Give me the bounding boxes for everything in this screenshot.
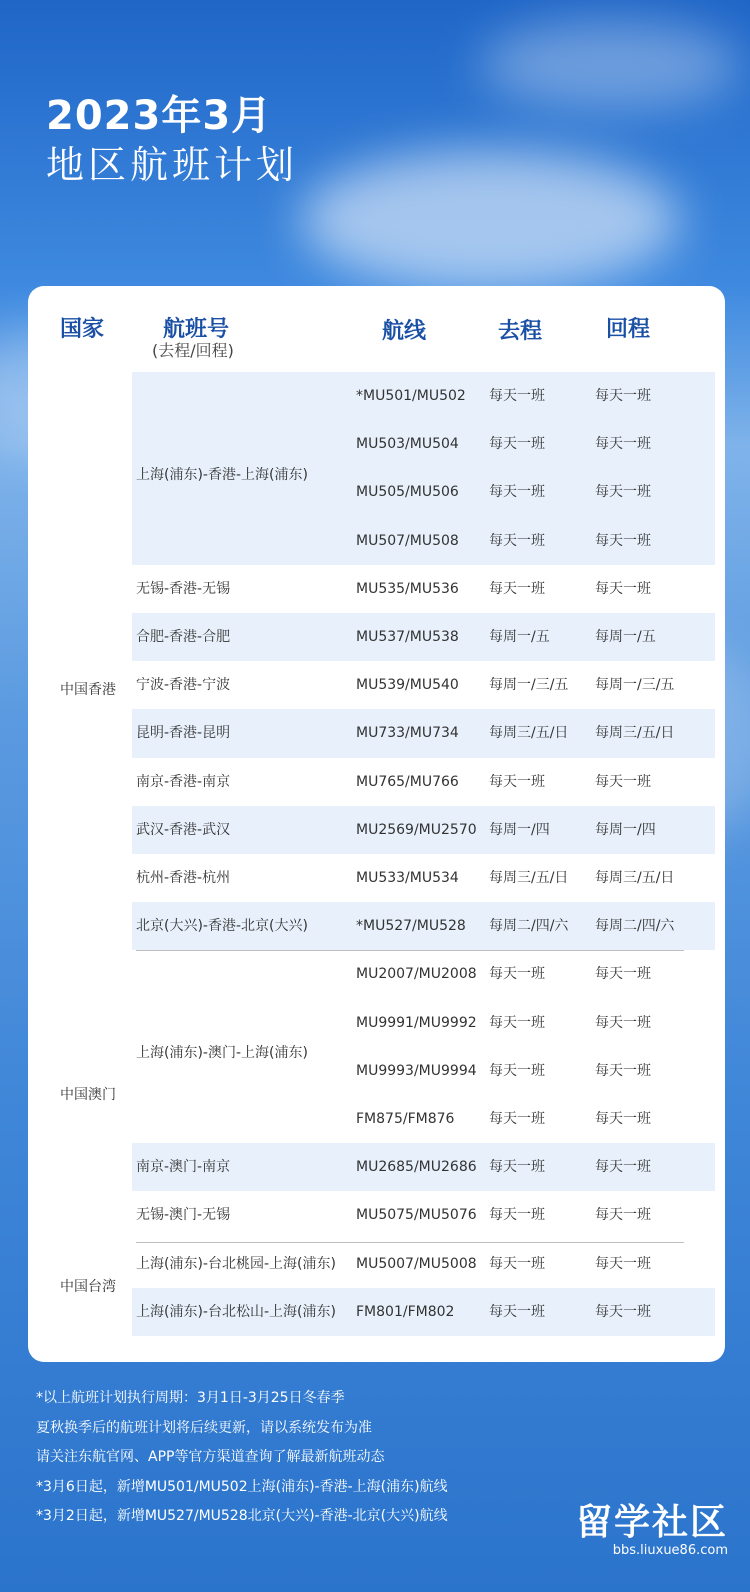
title-subtitle: 地区航班计划 xyxy=(46,143,299,187)
outbound-frequency: 每天一班 xyxy=(489,1159,545,1176)
flight-number: MU5007/MU5008 xyxy=(356,1255,477,1272)
header-flight: 航班号 xyxy=(163,317,230,342)
outbound-frequency: 每周一/四 xyxy=(489,821,550,838)
outbound-frequency: 每天一班 xyxy=(489,1303,545,1320)
route-name: 合肥-香港-合肥 xyxy=(136,629,231,645)
title-year-month: 2023年3月 xyxy=(46,93,273,139)
flight-number: MU9993/MU9994 xyxy=(356,1062,477,1079)
flight-schedule-card xyxy=(28,286,725,1362)
outbound-frequency: 每天一班 xyxy=(489,1111,545,1127)
footnote: 夏秋换季后的航班计划将后续更新，请以系统发布为准 xyxy=(36,1419,372,1436)
flight-number: MU733/MU734 xyxy=(356,725,459,742)
return-frequency: 每天一班 xyxy=(595,388,651,404)
page-title xyxy=(46,92,298,190)
outbound-frequency: 每天一班 xyxy=(489,580,545,597)
outbound-frequency: 每天一班 xyxy=(489,966,545,983)
flight-number: MU765/MU766 xyxy=(356,773,459,790)
route-shanghai-hongkong: 上海(浦东)-香港-上海(浦东) xyxy=(136,467,308,483)
flight-number: *MU501/MU502 xyxy=(356,388,466,404)
return-frequency: 每天一班 xyxy=(595,1255,651,1272)
route-name: 上海(浦东)-台北松山-上海(浦东) xyxy=(136,1303,336,1320)
return-frequency: 每周一/四 xyxy=(595,821,656,838)
return-frequency: 每天一班 xyxy=(595,1014,651,1031)
flight-number: FM875/FM876 xyxy=(356,1111,455,1127)
outbound-frequency: 每天一班 xyxy=(489,484,545,501)
watermark-url: bbs.liuxue86.com xyxy=(612,1543,728,1558)
return-frequency: 每周二/四/六 xyxy=(595,918,675,935)
country-taiwan: 中国台湾 xyxy=(60,1279,116,1295)
route-name: 北京(大兴)-香港-北京(大兴) xyxy=(136,918,308,935)
route-name: 无锡-香港-无锡 xyxy=(136,580,231,597)
outbound-frequency: 每周一/五 xyxy=(489,629,550,645)
flight-number: MU533/MU534 xyxy=(356,870,459,886)
return-frequency: 每天一班 xyxy=(595,532,651,549)
watermark xyxy=(576,1503,728,1558)
route-shanghai-macau: 上海(浦东)-澳门-上海(浦东) xyxy=(136,1045,308,1061)
divider-hk-mo xyxy=(136,950,684,951)
flight-number: MU2685/MU2686 xyxy=(356,1159,477,1176)
outbound-frequency: 每天一班 xyxy=(489,532,545,549)
flight-number: MU5075/MU5076 xyxy=(356,1207,477,1224)
outbound-frequency: 每天一班 xyxy=(489,1207,545,1224)
return-frequency: 每天一班 xyxy=(595,773,651,790)
flight-number: FM801/FM802 xyxy=(356,1303,455,1320)
return-frequency: 每天一班 xyxy=(595,1111,651,1127)
return-frequency: 每周三/五/日 xyxy=(595,725,675,742)
footnote: *3月2日起，新增MU527/MU528北京(大兴)-香港-北京(大兴)航线 xyxy=(36,1508,448,1524)
outbound-frequency: 每天一班 xyxy=(489,1014,545,1031)
return-frequency: 每天一班 xyxy=(595,1062,651,1079)
route-name: 昆明-香港-昆明 xyxy=(136,725,231,742)
outbound-frequency: 每天一班 xyxy=(489,436,545,453)
footnote: *3月6日起，新增MU501/MU502上海(浦东)-香港-上海(浦东)航线 xyxy=(36,1478,448,1495)
outbound-frequency: 每周二/四/六 xyxy=(489,918,569,935)
flight-number: *MU527/MU528 xyxy=(356,918,466,935)
return-frequency: 每天一班 xyxy=(595,1207,651,1224)
outbound-frequency: 每周三/五/日 xyxy=(489,870,569,886)
header-return: 回程 xyxy=(606,317,651,342)
watermark-logo: 留学社区 xyxy=(575,1502,728,1543)
flight-number: MU507/MU508 xyxy=(356,532,459,549)
return-frequency: 每天一班 xyxy=(595,484,651,501)
header-country: 国家 xyxy=(60,317,105,342)
return-frequency: 每天一班 xyxy=(595,966,651,983)
header-outbound: 去程 xyxy=(498,319,543,344)
return-frequency: 每天一班 xyxy=(595,1159,651,1176)
route-name: 南京-香港-南京 xyxy=(136,773,231,790)
outbound-frequency: 每天一班 xyxy=(489,773,545,790)
flight-number: MU505/MU506 xyxy=(356,484,459,501)
footnote: 请关注东航官网、APP等官方渠道查询了解最新航班动态 xyxy=(36,1449,385,1465)
outbound-frequency: 每周一/三/五 xyxy=(489,677,569,694)
return-frequency: 每周三/五/日 xyxy=(595,870,675,886)
footnote: *以上航班计划执行周期：3月1日-3月25日冬春季 xyxy=(36,1390,345,1406)
flight-number: MU539/MU540 xyxy=(356,677,459,694)
outbound-frequency: 每天一班 xyxy=(489,388,545,404)
flight-number: MU535/MU536 xyxy=(356,580,459,597)
flight-number: MU503/MU504 xyxy=(356,436,459,453)
table-header xyxy=(28,286,725,372)
country-macau: 中国澳门 xyxy=(60,1087,116,1103)
route-name: 武汉-香港-武汉 xyxy=(136,821,231,838)
route-name: 上海(浦东)-台北桃园-上海(浦东) xyxy=(136,1255,336,1272)
country-hong-kong: 中国香港 xyxy=(60,682,116,698)
route-name: 南京-澳门-南京 xyxy=(136,1159,231,1176)
return-frequency: 每天一班 xyxy=(595,436,651,453)
return-frequency: 每天一班 xyxy=(595,1303,651,1320)
outbound-frequency: 每天一班 xyxy=(489,1062,545,1079)
return-frequency: 每周一/五 xyxy=(595,629,656,645)
header-flight-sub: (去程/回程) xyxy=(152,341,234,360)
flight-number: MU537/MU538 xyxy=(356,629,459,645)
route-name: 杭州-香港-杭州 xyxy=(136,870,231,886)
outbound-frequency: 每天一班 xyxy=(489,1255,545,1272)
return-frequency: 每天一班 xyxy=(595,580,651,597)
return-frequency: 每周一/三/五 xyxy=(595,677,675,694)
flight-number: MU2007/MU2008 xyxy=(356,966,477,983)
flight-number: MU9991/MU9992 xyxy=(356,1014,477,1031)
outbound-frequency: 每周三/五/日 xyxy=(489,725,569,742)
route-name: 宁波-香港-宁波 xyxy=(136,677,231,694)
footnotes xyxy=(36,1384,448,1532)
flight-number: MU2569/MU2570 xyxy=(356,821,477,838)
divider-mo-tw xyxy=(136,1242,684,1243)
route-name: 无锡-澳门-无锡 xyxy=(136,1207,231,1224)
header-route: 航线 xyxy=(382,319,427,344)
